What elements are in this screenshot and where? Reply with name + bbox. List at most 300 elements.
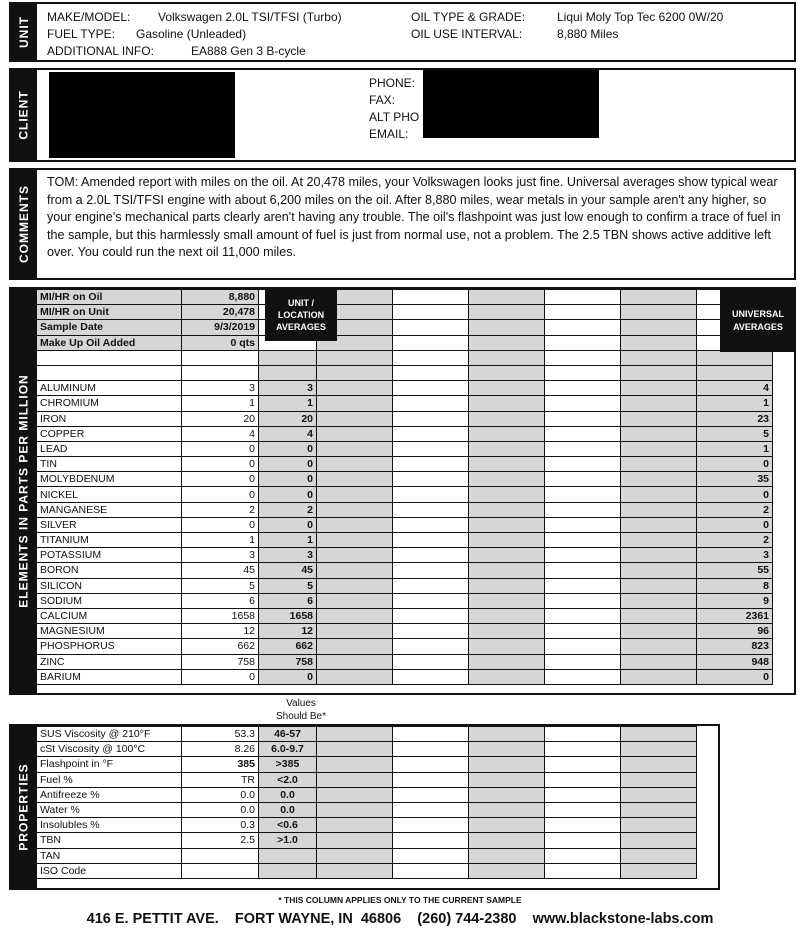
table-row bbox=[37, 772, 697, 787]
empty-cell bbox=[393, 624, 469, 639]
empty-cell bbox=[469, 533, 545, 548]
element-label: TIN bbox=[37, 457, 182, 472]
element-label: SODIUM bbox=[37, 593, 182, 608]
empty-cell bbox=[393, 727, 469, 742]
empty-cell bbox=[393, 350, 469, 365]
empty-cell bbox=[469, 654, 545, 669]
property-label: Insolubles % bbox=[37, 818, 182, 833]
table-row bbox=[37, 863, 697, 878]
info-value: 9/3/2019 bbox=[182, 320, 259, 335]
empty-cell bbox=[317, 457, 393, 472]
empty-cell bbox=[621, 772, 697, 787]
table-row bbox=[37, 787, 697, 802]
property-value: 385 bbox=[182, 757, 259, 772]
empty-cell bbox=[621, 624, 697, 639]
empty-cell bbox=[621, 320, 697, 335]
element-value: 6 bbox=[182, 593, 259, 608]
spacer-row bbox=[37, 350, 773, 365]
empty-cell bbox=[545, 426, 621, 441]
empty-cell bbox=[545, 396, 621, 411]
empty-cell bbox=[469, 802, 545, 817]
empty-cell bbox=[621, 669, 697, 684]
element-label: POTASSIUM bbox=[37, 548, 182, 563]
empty-cell bbox=[621, 833, 697, 848]
element-label: ZINC bbox=[37, 654, 182, 669]
property-should-be: >385 bbox=[259, 757, 317, 772]
property-should-be bbox=[259, 848, 317, 863]
table-row bbox=[37, 848, 697, 863]
element-value: 20 bbox=[182, 411, 259, 426]
element-universal-avg: 0 bbox=[697, 517, 773, 532]
empty-cell bbox=[545, 350, 621, 365]
element-label: COPPER bbox=[37, 426, 182, 441]
empty-cell bbox=[621, 548, 697, 563]
footer-note: * THIS COLUMN APPLIES ONLY TO THE CURRENT SAMPLE bbox=[278, 895, 522, 905]
empty-cell bbox=[469, 365, 545, 380]
table-row bbox=[37, 487, 773, 502]
empty-cell bbox=[545, 548, 621, 563]
empty-cell bbox=[393, 787, 469, 802]
table-row bbox=[37, 639, 773, 654]
phone-label: PHONE: bbox=[369, 76, 416, 90]
empty-cell bbox=[621, 381, 697, 396]
property-label: Antifreeze % bbox=[37, 787, 182, 802]
empty-cell bbox=[621, 290, 697, 305]
element-unit-avg: 758 bbox=[259, 654, 317, 669]
empty-cell bbox=[317, 365, 393, 380]
element-unit-avg: 2 bbox=[259, 502, 317, 517]
element-universal-avg: 35 bbox=[697, 472, 773, 487]
property-value bbox=[182, 863, 259, 878]
spacer-cell bbox=[697, 350, 773, 365]
table-row bbox=[37, 290, 773, 305]
table-row bbox=[37, 742, 697, 757]
element-label: PHOSPHORUS bbox=[37, 639, 182, 654]
empty-cell bbox=[621, 502, 697, 517]
empty-cell bbox=[393, 441, 469, 456]
empty-cell bbox=[317, 411, 393, 426]
element-unit-avg: 20 bbox=[259, 411, 317, 426]
info-value: 8,880 bbox=[182, 290, 259, 305]
element-universal-avg: 4 bbox=[697, 381, 773, 396]
element-label: IRON bbox=[37, 411, 182, 426]
empty-cell bbox=[317, 863, 393, 878]
empty-cell bbox=[317, 624, 393, 639]
empty-cell bbox=[317, 818, 393, 833]
info-value: 20,478 bbox=[182, 305, 259, 320]
empty-cell bbox=[545, 639, 621, 654]
element-value: 2 bbox=[182, 502, 259, 517]
element-unit-avg: 6 bbox=[259, 593, 317, 608]
empty-cell bbox=[393, 426, 469, 441]
empty-cell bbox=[545, 727, 621, 742]
empty-cell bbox=[393, 472, 469, 487]
unit-averages-header: UNIT / LOCATION AVERAGES bbox=[265, 289, 337, 341]
empty-cell bbox=[621, 487, 697, 502]
empty-cell bbox=[317, 396, 393, 411]
empty-cell bbox=[545, 365, 621, 380]
table-row bbox=[37, 305, 773, 320]
element-unit-avg: 0 bbox=[259, 457, 317, 472]
empty-cell bbox=[621, 457, 697, 472]
property-label: cSt Viscosity @ 100°C bbox=[37, 742, 182, 757]
empty-cell bbox=[621, 848, 697, 863]
empty-cell bbox=[545, 624, 621, 639]
element-universal-avg: 23 bbox=[697, 411, 773, 426]
element-value: 12 bbox=[182, 624, 259, 639]
empty-cell bbox=[545, 563, 621, 578]
element-label: CALCIUM bbox=[37, 608, 182, 623]
property-value: 0.0 bbox=[182, 787, 259, 802]
empty-cell bbox=[545, 757, 621, 772]
empty-cell bbox=[317, 578, 393, 593]
spacer-cell bbox=[37, 350, 182, 365]
table-row bbox=[37, 411, 773, 426]
property-label: SUS Viscosity @ 210°F bbox=[37, 727, 182, 742]
empty-cell bbox=[545, 320, 621, 335]
empty-cell bbox=[469, 848, 545, 863]
info-label: MI/HR on Unit bbox=[37, 305, 182, 320]
property-label: ISO Code bbox=[37, 863, 182, 878]
empty-cell bbox=[317, 833, 393, 848]
make-model-label: MAKE/MODEL: bbox=[47, 10, 131, 24]
empty-cell bbox=[469, 757, 545, 772]
empty-cell bbox=[545, 593, 621, 608]
element-value: 662 bbox=[182, 639, 259, 654]
empty-cell bbox=[469, 548, 545, 563]
empty-cell bbox=[621, 426, 697, 441]
property-should-be bbox=[259, 863, 317, 878]
element-label: SILVER bbox=[37, 517, 182, 532]
empty-cell bbox=[545, 654, 621, 669]
element-universal-avg: 5 bbox=[697, 426, 773, 441]
empty-cell bbox=[545, 305, 621, 320]
empty-cell bbox=[393, 533, 469, 548]
element-value: 0 bbox=[182, 517, 259, 532]
properties-tab: PROPERTIES bbox=[11, 726, 37, 888]
property-should-be: 0.0 bbox=[259, 787, 317, 802]
table-row bbox=[37, 472, 773, 487]
spacer-cell bbox=[37, 365, 182, 380]
empty-cell bbox=[621, 818, 697, 833]
empty-cell bbox=[317, 757, 393, 772]
empty-cell bbox=[469, 517, 545, 532]
empty-cell bbox=[545, 578, 621, 593]
element-label: SILICON bbox=[37, 578, 182, 593]
empty-cell bbox=[317, 502, 393, 517]
empty-cell bbox=[621, 411, 697, 426]
empty-cell bbox=[621, 472, 697, 487]
empty-cell bbox=[393, 487, 469, 502]
empty-cell bbox=[317, 548, 393, 563]
property-value: 2.5 bbox=[182, 833, 259, 848]
oil-type-label: OIL TYPE & GRADE: bbox=[411, 10, 526, 24]
empty-cell bbox=[469, 863, 545, 878]
empty-cell bbox=[317, 441, 393, 456]
element-label: TITANIUM bbox=[37, 533, 182, 548]
table-row bbox=[37, 335, 773, 350]
empty-cell bbox=[621, 639, 697, 654]
element-unit-avg: 5 bbox=[259, 578, 317, 593]
empty-cell bbox=[545, 533, 621, 548]
client-name-redaction bbox=[49, 72, 235, 158]
property-label: TAN bbox=[37, 848, 182, 863]
element-value: 45 bbox=[182, 563, 259, 578]
empty-cell bbox=[393, 548, 469, 563]
element-universal-avg: 1 bbox=[697, 441, 773, 456]
properties-table bbox=[36, 726, 697, 879]
table-row bbox=[37, 833, 697, 848]
client-contact-redaction bbox=[423, 70, 599, 138]
empty-cell bbox=[393, 848, 469, 863]
element-label: NICKEL bbox=[37, 487, 182, 502]
empty-cell bbox=[393, 411, 469, 426]
empty-cell bbox=[393, 757, 469, 772]
table-row bbox=[37, 608, 773, 623]
element-unit-avg: 1658 bbox=[259, 608, 317, 623]
property-should-be: 6.0-9.7 bbox=[259, 742, 317, 757]
empty-cell bbox=[621, 742, 697, 757]
empty-cell bbox=[469, 727, 545, 742]
empty-cell bbox=[469, 426, 545, 441]
element-unit-avg: 0 bbox=[259, 517, 317, 532]
fuel-type-label: FUEL TYPE: bbox=[47, 27, 116, 41]
info-value: 0 qts bbox=[182, 335, 259, 350]
empty-cell bbox=[393, 381, 469, 396]
empty-cell bbox=[469, 502, 545, 517]
empty-cell bbox=[317, 381, 393, 396]
empty-cell bbox=[317, 593, 393, 608]
property-should-be: 0.0 bbox=[259, 802, 317, 817]
empty-cell bbox=[317, 639, 393, 654]
fuel-type-value: Gasoline (Unleaded) bbox=[136, 27, 247, 41]
empty-cell bbox=[393, 608, 469, 623]
empty-cell bbox=[621, 863, 697, 878]
empty-cell bbox=[545, 335, 621, 350]
empty-cell bbox=[545, 457, 621, 472]
client-tab: CLIENT bbox=[11, 70, 37, 160]
empty-cell bbox=[317, 654, 393, 669]
element-universal-avg: 1 bbox=[697, 396, 773, 411]
element-label: BARIUM bbox=[37, 669, 182, 684]
table-row bbox=[37, 517, 773, 532]
table-row bbox=[37, 502, 773, 517]
element-unit-avg: 12 bbox=[259, 624, 317, 639]
empty-cell bbox=[621, 533, 697, 548]
element-universal-avg: 9 bbox=[697, 593, 773, 608]
info-label: Make Up Oil Added bbox=[37, 335, 182, 350]
empty-cell bbox=[469, 381, 545, 396]
empty-cell bbox=[393, 863, 469, 878]
property-value bbox=[182, 848, 259, 863]
table-row bbox=[37, 548, 773, 563]
empty-cell bbox=[545, 517, 621, 532]
alt-phone-label: ALT PHO bbox=[369, 110, 420, 124]
empty-cell bbox=[393, 772, 469, 787]
table-row bbox=[37, 457, 773, 472]
element-unit-avg: 662 bbox=[259, 639, 317, 654]
table-row bbox=[37, 669, 773, 684]
client-section bbox=[9, 68, 796, 162]
spacer-cell bbox=[182, 350, 259, 365]
property-value: 53.3 bbox=[182, 727, 259, 742]
empty-cell bbox=[469, 772, 545, 787]
spacer-cell bbox=[182, 365, 259, 380]
comments-tab: COMMENTS bbox=[11, 170, 37, 278]
elements-table bbox=[36, 289, 773, 685]
element-unit-avg: 0 bbox=[259, 487, 317, 502]
empty-cell bbox=[469, 472, 545, 487]
empty-cell bbox=[393, 320, 469, 335]
empty-cell bbox=[621, 305, 697, 320]
empty-cell bbox=[469, 818, 545, 833]
email-label: EMAIL: bbox=[369, 127, 409, 141]
empty-cell bbox=[393, 502, 469, 517]
empty-cell bbox=[393, 593, 469, 608]
empty-cell bbox=[469, 350, 545, 365]
empty-cell bbox=[317, 350, 393, 365]
element-value: 3 bbox=[182, 381, 259, 396]
table-row bbox=[37, 426, 773, 441]
empty-cell bbox=[621, 441, 697, 456]
empty-cell bbox=[545, 742, 621, 757]
element-value: 1658 bbox=[182, 608, 259, 623]
empty-cell bbox=[469, 305, 545, 320]
empty-cell bbox=[545, 502, 621, 517]
empty-cell bbox=[621, 350, 697, 365]
element-universal-avg: 0 bbox=[697, 669, 773, 684]
element-value: 0 bbox=[182, 472, 259, 487]
empty-cell bbox=[469, 833, 545, 848]
element-label: LEAD bbox=[37, 441, 182, 456]
empty-cell bbox=[469, 411, 545, 426]
empty-cell bbox=[317, 802, 393, 817]
comments-section bbox=[9, 168, 796, 280]
empty-cell bbox=[393, 578, 469, 593]
empty-cell bbox=[545, 787, 621, 802]
empty-cell bbox=[545, 863, 621, 878]
additional-info-label: ADDITIONAL INFO: bbox=[47, 44, 154, 58]
unit-tab: UNIT bbox=[11, 4, 37, 60]
table-row bbox=[37, 320, 773, 335]
empty-cell bbox=[545, 290, 621, 305]
empty-cell bbox=[393, 457, 469, 472]
empty-cell bbox=[621, 517, 697, 532]
empty-cell bbox=[469, 487, 545, 502]
empty-cell bbox=[393, 290, 469, 305]
property-value: TR bbox=[182, 772, 259, 787]
element-value: 0 bbox=[182, 669, 259, 684]
values-should-be-header: Values Should Be* bbox=[275, 698, 327, 722]
empty-cell bbox=[469, 624, 545, 639]
empty-cell bbox=[621, 396, 697, 411]
empty-cell bbox=[469, 457, 545, 472]
property-label: Fuel % bbox=[37, 772, 182, 787]
empty-cell bbox=[545, 472, 621, 487]
empty-cell bbox=[317, 472, 393, 487]
empty-cell bbox=[393, 396, 469, 411]
table-row bbox=[37, 563, 773, 578]
element-label: BORON bbox=[37, 563, 182, 578]
empty-cell bbox=[469, 742, 545, 757]
table-row bbox=[37, 396, 773, 411]
empty-cell bbox=[393, 742, 469, 757]
empty-cell bbox=[469, 335, 545, 350]
table-row bbox=[37, 578, 773, 593]
empty-cell bbox=[469, 320, 545, 335]
empty-cell bbox=[317, 426, 393, 441]
element-value: 3 bbox=[182, 548, 259, 563]
empty-cell bbox=[469, 787, 545, 802]
empty-cell bbox=[393, 833, 469, 848]
empty-cell bbox=[621, 757, 697, 772]
empty-cell bbox=[545, 381, 621, 396]
element-unit-avg: 4 bbox=[259, 426, 317, 441]
empty-cell bbox=[545, 669, 621, 684]
empty-cell bbox=[545, 818, 621, 833]
element-label: MOLYBDENUM bbox=[37, 472, 182, 487]
empty-cell bbox=[393, 517, 469, 532]
empty-cell bbox=[317, 608, 393, 623]
empty-cell bbox=[317, 727, 393, 742]
element-value: 1 bbox=[182, 396, 259, 411]
empty-cell bbox=[621, 578, 697, 593]
empty-cell bbox=[545, 833, 621, 848]
spacer-row bbox=[37, 365, 773, 380]
empty-cell bbox=[393, 335, 469, 350]
empty-cell bbox=[317, 533, 393, 548]
empty-cell bbox=[545, 608, 621, 623]
element-value: 5 bbox=[182, 578, 259, 593]
element-unit-avg: 45 bbox=[259, 563, 317, 578]
element-unit-avg: 0 bbox=[259, 472, 317, 487]
property-should-be: <0.6 bbox=[259, 818, 317, 833]
empty-cell bbox=[469, 441, 545, 456]
element-universal-avg: 2361 bbox=[697, 608, 773, 623]
property-value: 0.3 bbox=[182, 818, 259, 833]
element-unit-avg: 1 bbox=[259, 533, 317, 548]
empty-cell bbox=[469, 578, 545, 593]
info-label: Sample Date bbox=[37, 320, 182, 335]
empty-cell bbox=[621, 335, 697, 350]
table-row bbox=[37, 533, 773, 548]
oil-type-value: Liqui Moly Top Tec 6200 0W/20 bbox=[557, 10, 724, 24]
elements-tab: ELEMENTS IN PARTS PER MILLION bbox=[11, 289, 37, 693]
empty-cell bbox=[317, 772, 393, 787]
info-label: MI/HR on Oil bbox=[37, 290, 182, 305]
table-row bbox=[37, 381, 773, 396]
element-unit-avg: 0 bbox=[259, 441, 317, 456]
table-row bbox=[37, 654, 773, 669]
empty-cell bbox=[469, 290, 545, 305]
element-unit-avg: 0 bbox=[259, 669, 317, 684]
element-universal-avg: 948 bbox=[697, 654, 773, 669]
empty-cell bbox=[393, 365, 469, 380]
empty-cell bbox=[469, 669, 545, 684]
empty-cell bbox=[545, 802, 621, 817]
element-universal-avg: 823 bbox=[697, 639, 773, 654]
element-universal-avg: 0 bbox=[697, 457, 773, 472]
table-row bbox=[37, 757, 697, 772]
element-universal-avg: 55 bbox=[697, 563, 773, 578]
element-universal-avg: 96 bbox=[697, 624, 773, 639]
element-label: MAGNESIUM bbox=[37, 624, 182, 639]
empty-cell bbox=[621, 563, 697, 578]
element-label: MANGANESE bbox=[37, 502, 182, 517]
table-row bbox=[37, 818, 697, 833]
footer-address: 416 E. PETTIT AVE. FORT WAYNE, IN 46806 (260) 744-2380 www.blackstone-labs.com bbox=[86, 911, 714, 927]
empty-cell bbox=[317, 669, 393, 684]
